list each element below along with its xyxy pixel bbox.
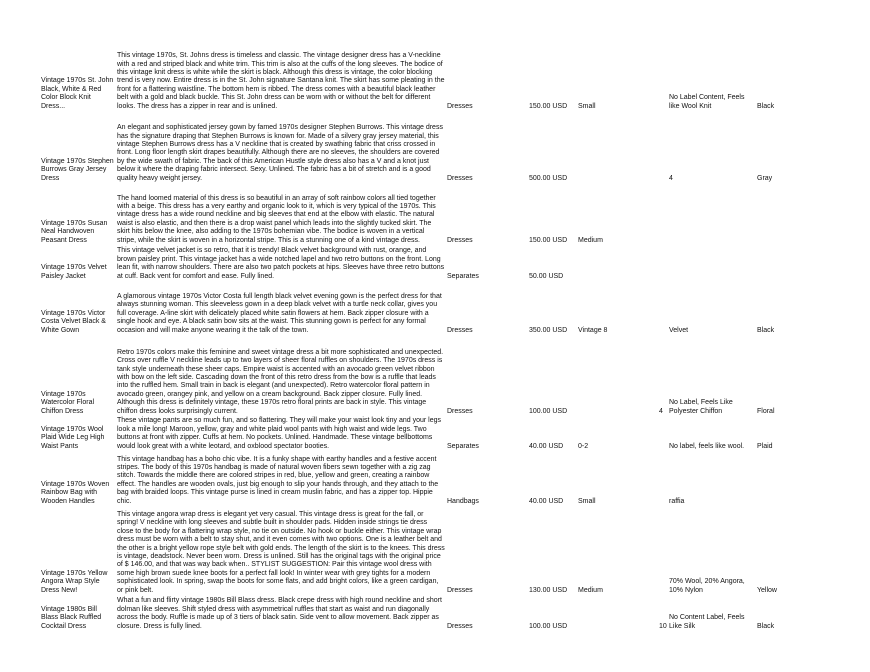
- item-title: Vintage 1970s Velvet Paisley Jacket: [41, 264, 107, 280]
- table-row: [0, 290, 870, 335]
- item-quantity: 10: [659, 622, 667, 630]
- item-color: Black: [757, 326, 775, 334]
- item-description: What a fun and flirty vintage 1980s Bill Blass dress. Black crepe dress with high round neckline and short dolman like sleeves. Shift styled dress with asymmetrical ruffles that start as waist and run diagonally across the body. Ruffle is made up of 3 tiers of black satin. Side vent to allow movement. Back zipper as closure. Dress is fully lined.: [117, 597, 442, 630]
- item-title: Vintage 1970s Victor Costa Velvet Black & White Gown: [41, 309, 106, 334]
- item-title: Vintage 1970s St. John Black, White & Red Color Block Knit Dress...: [41, 77, 114, 110]
- item-description: This vintage velvet jacket is so retro, that it is trendy! Black velvet background with rust, orange, and brown paisley print. This vintage jacket has a wide notched lapel and two retro buttons on the front. Long lean fit, with narrow shoulders. There are also two patch pockets at hips. Sleeves have three retro buttons at cuff. Back vent for comfort and ease. Fully lined.: [117, 247, 445, 280]
- item-description: The hand loomed material of this dress is so beautiful in an array of soft rainbow colors all tied together with a beige. This dress has a very earthy and organic look to it, which is very typical of the 1970s. This vintage dress has a wide round neckline and big sleeves that end at the elbow with elastic. The natural waist is also elastic, and then there is a drop waist panel which leads into the slightly tucked skirt. The skirt hits below the knee, also adding to the 1970s bohemian vibe. The bodice is woven in a vertical stripe, while the skirt is woven in a horizontal stripe. This is a stunning one of a kind vintage dress.: [117, 194, 436, 244]
- item-category: Dresses: [447, 102, 473, 110]
- item-material: 70% Wool, 20% Angora, 10% Nylon: [669, 578, 745, 594]
- item-color: Yellow: [757, 586, 777, 594]
- item-material: No label, feels like wool.: [669, 442, 745, 450]
- item-category: Dresses: [447, 586, 473, 594]
- table-row: [0, 596, 870, 631]
- item-material: No Label Content, Feels like Wool Knit: [669, 94, 745, 110]
- item-color: Floral: [757, 407, 775, 415]
- table-row: [0, 507, 870, 595]
- item-price: 100.00 USD: [529, 622, 568, 630]
- item-size: 0-2: [578, 442, 589, 450]
- item-title: Vintage 1970s Watercolor Floral Chiffon Dress: [41, 390, 95, 415]
- item-description: This vintage handbag has a boho chic vibe. It is a funky shape with earthy handles and a festive accent stripes. The body of this 1970s handbag is made of natural woven fibers sewn together with a zig zag stitch. Towards the middle there are colored stripes in red, blue, yellow and green, creating a rainbow effect. The handles are wooden ovals, just big enough to slip your hands through, and they attach to the bag with braided loops. This vintage purse is lined in cream muslin fabric, and has a zipper top. Hippie chic.: [117, 455, 439, 505]
- table-row: [0, 246, 870, 281]
- item-category: Dresses: [447, 622, 473, 630]
- item-price: 500.00 USD: [529, 174, 568, 182]
- item-price: 50.00 USD: [529, 272, 564, 280]
- item-color: Black: [757, 622, 775, 630]
- item-price: 150.00 USD: [529, 236, 568, 244]
- table-row: [0, 341, 870, 416]
- item-title: Vintage 1970s Stephen Burrows Gray Jersey Dress: [41, 157, 114, 182]
- table-row: [0, 48, 870, 111]
- item-title: Vintage 1970s Wool Plaid Wide Leg High Waist Pants: [41, 425, 105, 450]
- item-color: Plaid: [757, 442, 773, 450]
- item-title: Vintage 1970s Yellow Angora Wrap Style Dress New!: [41, 569, 108, 594]
- table-row: [0, 452, 870, 506]
- item-category: Handbags: [447, 497, 479, 505]
- item-material: 4: [669, 174, 673, 182]
- item-material: Velvet: [669, 326, 689, 334]
- item-description: This vintage 1970s, St. Johns dress is timeless and classic. The vintage designer dress has a V-neckline with a red and striped black and white trim. This trim is also at the cuffs of the long sleeves. The bodice of this vintage knit dress is white while the skirt is black. Although this dress is vintage, the color blocking trend is very now. Entire dress is in the St. John signature Santana knit. The skirt has some pleating in the front for a flattering waistline. The bottom hem is ribbed. The dress comes with a beautiful black leather belt with a gold and black buckle. This St. John dress can be worn with or without the belt for different looks. The dress has a zipper in rear and is unlined.: [117, 52, 445, 110]
- item-price: 100.00 USD: [529, 407, 568, 415]
- item-material: No Content Label, Feels Like Silk: [669, 614, 745, 630]
- item-size: Medium: [578, 236, 603, 244]
- item-quantity: 4: [659, 407, 663, 415]
- item-price: 40.00 USD: [529, 442, 564, 450]
- item-size: Medium: [578, 586, 603, 594]
- item-category: Dresses: [447, 236, 473, 244]
- item-size: Vintage 8: [578, 326, 608, 334]
- item-size: Small: [578, 102, 596, 110]
- item-title: Vintage 1980s Bill Blass Black Ruffled Cocktail Dress: [41, 605, 102, 630]
- item-description: This vintage angora wrap dress is elegant yet very casual. This vintage dress is great for the fall, or spring! V neckline with long sleeves and subtle built in shoulder pads. Hidden inside strings tie dress close to the body for a flattering wrap style, no tie on outside. No hook or buckle either. This vintage wrap dress must be worn with a belt to stay shut, and it even comes with two options. One is a leather belt and the other is a bright yellow rope style belt with gold ends. The length of the skirt is to the knees. This dress is vintage, deadstock. Never been worn. Dress is unlined. Still has the original tags with the original price of $ 146.00, and that was way back when.. STYLIST SUGGESTION: Pair this vintage wool dress with some high brown suede knee boots for a perfect fall look! In winter wear with grey tights for a modern sophisticated look. In spring, swap the boots for some flats, and add bright colors, like a green cardigan, or pink belt.: [117, 510, 445, 594]
- item-size: Small: [578, 497, 596, 505]
- item-description: A glamorous vintage 1970s Victor Costa full length black velvet evening gown is the perfect dress for that always stunning woman. This sleeveless gown in a deep black velvet with a turtle neck collar, gives you full coverage. A-line skirt with delicately placed white satin flowers at hem. Back zipper closure with a single hook and eye. A black satin bow sits at the waist. This stunning gown is perfect for any formal occasion and will make anyone wearing it the talk of the town.: [117, 292, 442, 334]
- item-price: 40.00 USD: [529, 497, 564, 505]
- item-material: No Label, Feels Like Polyester Chiffon: [669, 399, 733, 415]
- item-color: Black: [757, 102, 775, 110]
- item-title: Vintage 1970s Woven Rainbow Bag with Wooden Handles: [41, 480, 110, 505]
- item-description: An elegant and sophisticated jersey gown by famed 1970s designer Stephen Burrows. This vintage dress has the signature draping that Stephen Burrows is known for. Made of a silvery gray jersey material, this vintage Stephen Burrows dress has a V neckline that is created by swathing fabric that criss crossed in front. Long floor length skirt drapes beautifully. Although there are no sleeves, the shoulders are covered by the wide swath of fabric. The back of this American Hustle style dress also has a V and a knot just below it where the draping fabric intersect. Sexy. Unlined. The fabric has a bit of stretch and is a good quality heavy weight jersey.: [117, 124, 443, 182]
- item-category: Dresses: [447, 326, 473, 334]
- item-description: Retro 1970s colors make this feminine and sweet vintage dress a bit more sophisticated and unexpected. Cross over ruffle V neckline leads up to two layers of sheer floral ruffles on shoulders. The 1970s dress is tank style underneath these sheer caps. Empire waist is accented with an avocado green velvet ribbon with bow on the left side. Cascading down the front of this retro dress from the bow is a ruffle that leads into the ruffled hem. Small train in back is elegant (and unexpected). Retro watercolor floral pattern in avocado green, orangey pink, and yellow on a cream background. Back zipper closure. Fully lined. Although this dress is definitely vintage, these 1970s retro floral prints are back in style. This vintage chiffon dress looks surprisingly current.: [117, 348, 444, 415]
- item-category: Separates: [447, 442, 479, 450]
- item-category: Separates: [447, 272, 479, 280]
- item-color: Gray: [757, 174, 773, 182]
- table-row: [0, 185, 870, 245]
- item-description: These vintage pants are so much fun, and so flattering. They will make your waist look tiny and your legs look a mile long! Maroon, yellow, gray and white plaid wool pants with high waist and wide legs. Two buttons at front with zipper. Cuffs at hem. No pockets. Unlined. Handmade. These vintage bellbottoms would look great with a white leotard, and oxblood spectator booties.: [117, 417, 441, 450]
- table-row: [0, 418, 870, 451]
- item-price: 130.00 USD: [529, 586, 568, 594]
- item-price: 150.00 USD: [529, 102, 568, 110]
- item-category: Dresses: [447, 174, 473, 182]
- item-material: raffia: [669, 497, 685, 505]
- item-category: Dresses: [447, 407, 473, 415]
- item-price: 350.00 USD: [529, 326, 568, 334]
- item-title: Vintage 1970s Susan Neal Handwoven Peasant Dress: [41, 219, 108, 244]
- table-row: [0, 120, 870, 183]
